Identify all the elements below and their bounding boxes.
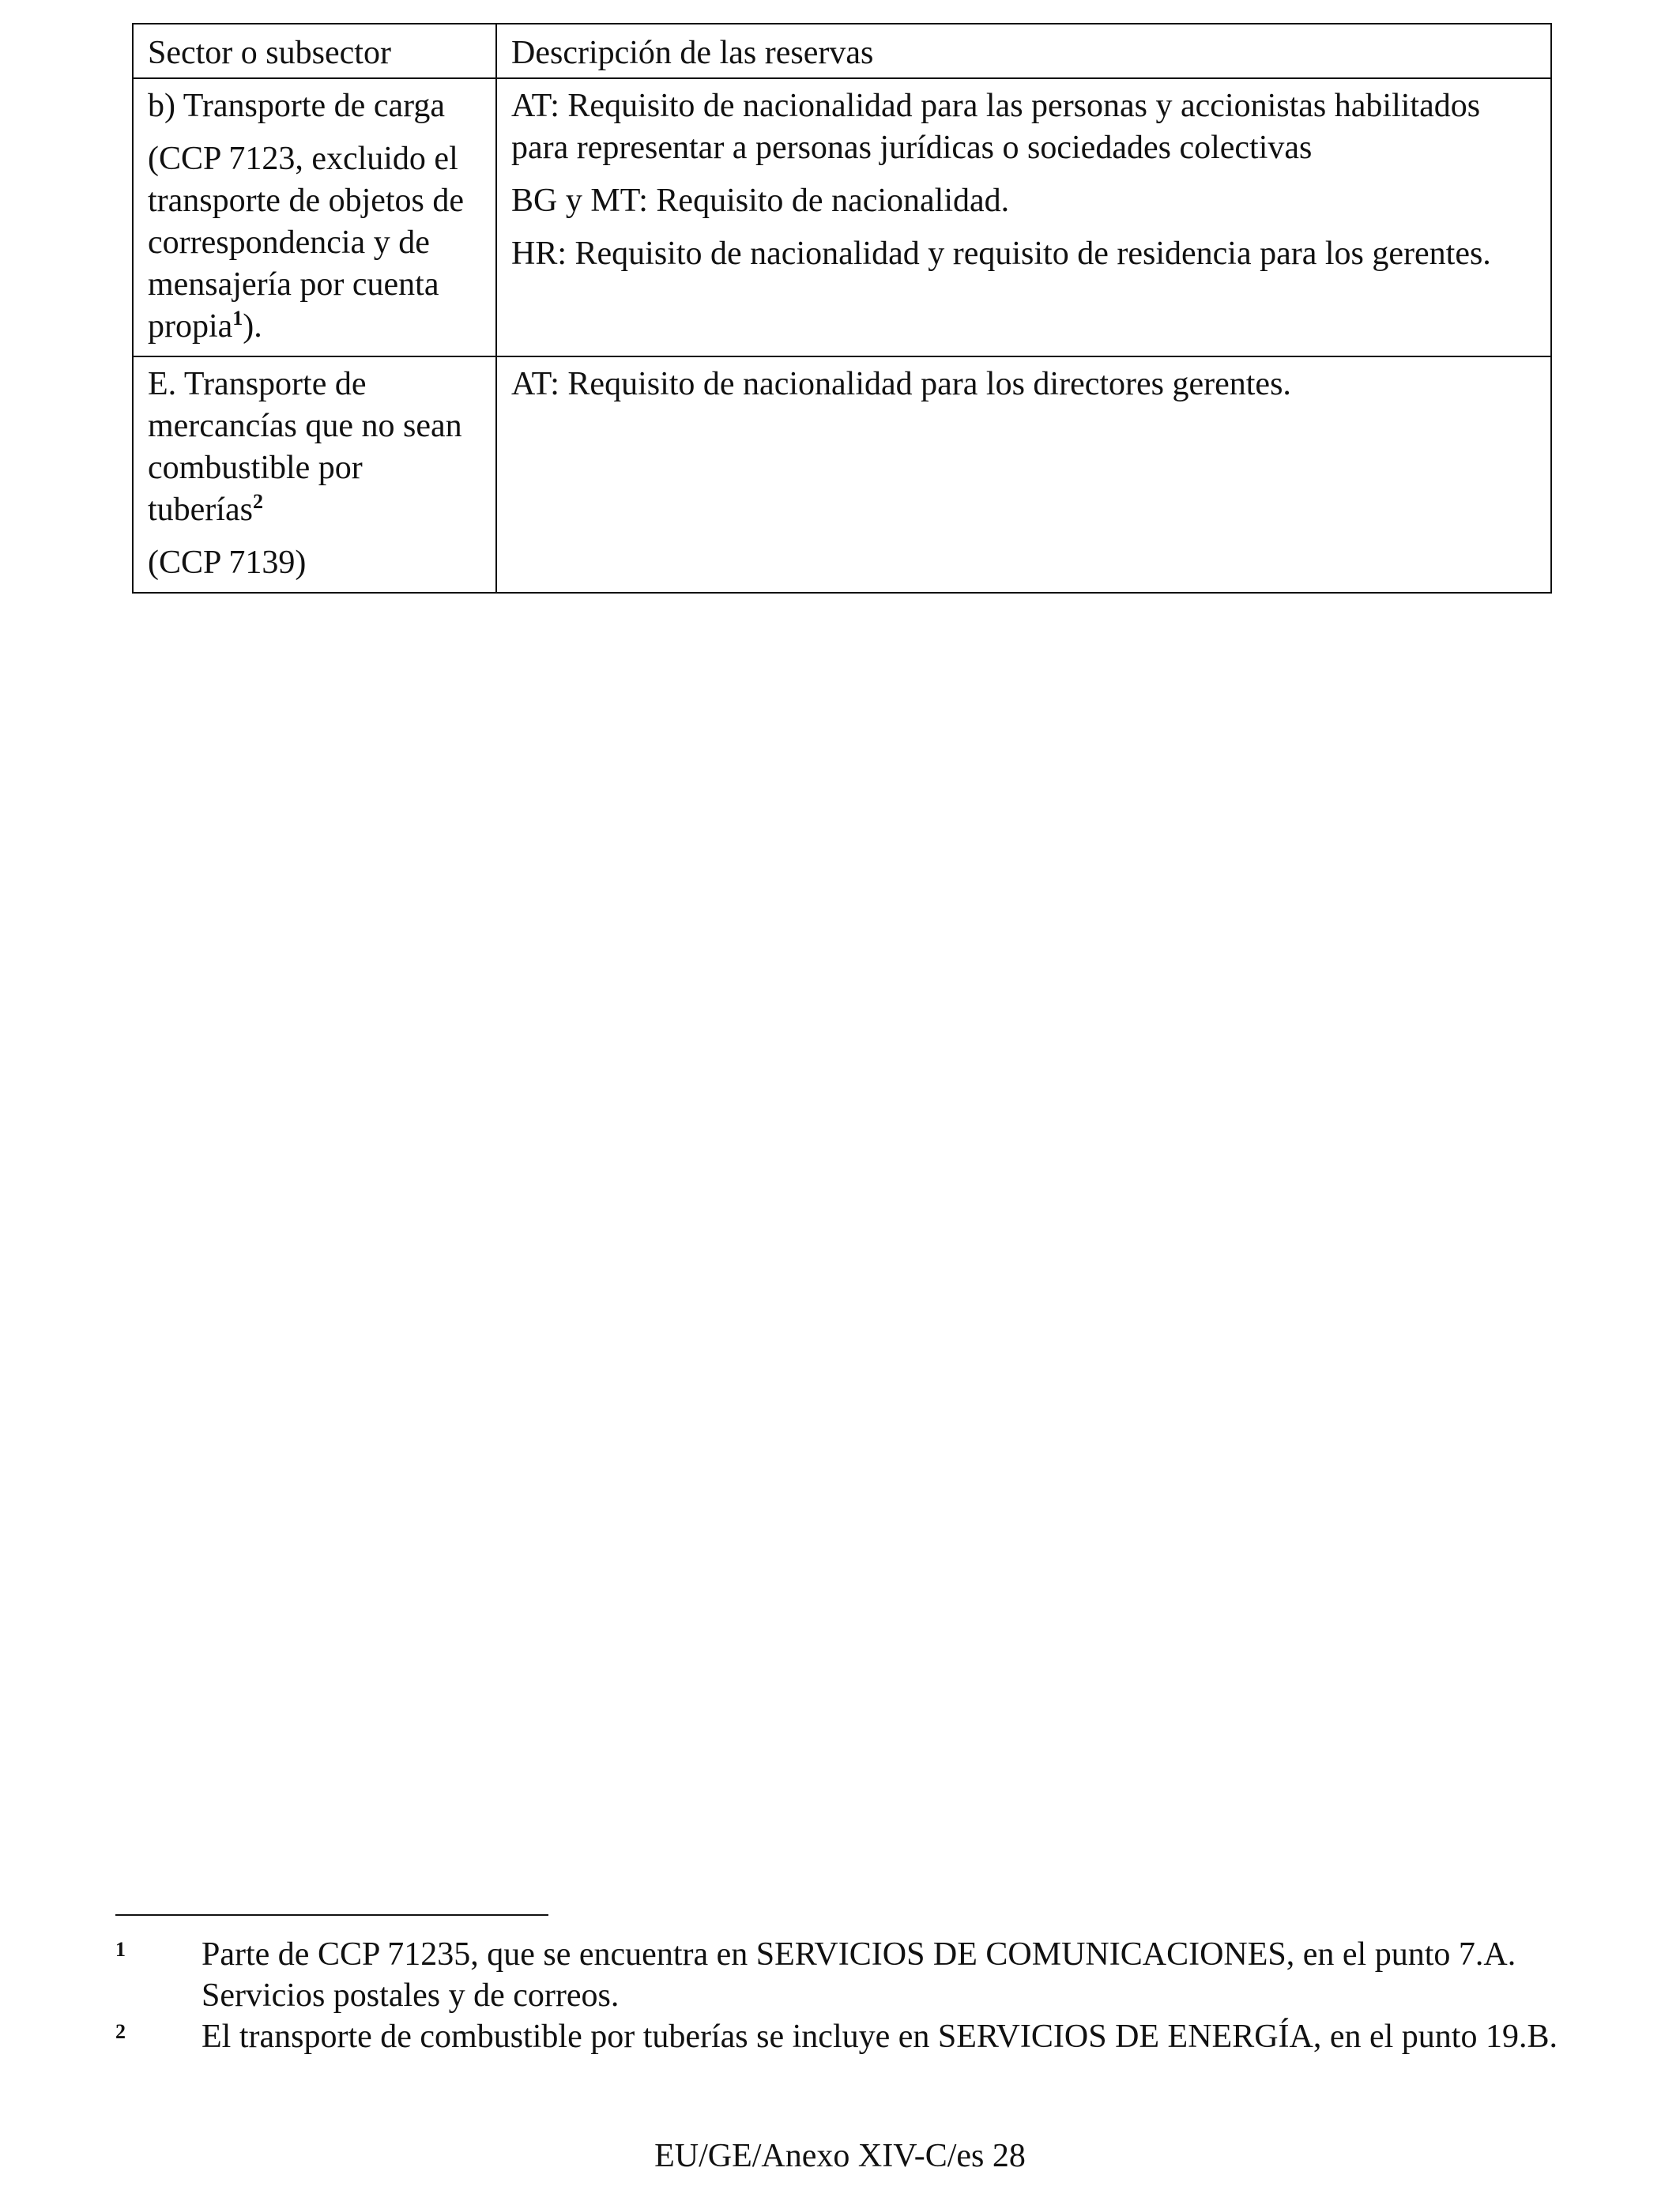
reservations-table xyxy=(132,23,1552,594)
table-header-row xyxy=(133,24,1551,78)
footnote-text: Parte de CCP 71235, que se encuentra en SERVICIOS DE COMUNICACIONES, en el punto 7.A. Servicios postales y de correos. xyxy=(202,1936,1516,2014)
footnotes xyxy=(115,1934,1561,2057)
sector-code xyxy=(148,138,481,348)
sector-code-suffix: ). xyxy=(243,308,262,345)
footnote-text: El transporte de combustible por tuberías se incluye en SERVICIOS DE ENERGÍA, en el punto 19.B. xyxy=(202,2019,1558,2055)
footnote-ref: 1 xyxy=(232,307,243,330)
description-paragraph: BG y MT: Requisito de nacionalidad. xyxy=(511,183,1010,219)
sector-cell xyxy=(133,356,496,593)
page-footer: EU/GE/Anexo XIV-C/es 28 xyxy=(654,2138,1026,2174)
sector-cell xyxy=(133,78,496,356)
description-paragraph: AT: Requisito de nacionalidad para los directores gerentes. xyxy=(511,366,1291,402)
footnote-number: 1 xyxy=(115,1938,126,1961)
header-description: Descripción de las reservas xyxy=(496,24,1551,78)
description-cell xyxy=(496,78,1551,356)
footnote xyxy=(115,1934,1561,2016)
sector-code-text: (CCP 7123, excluido el transporte de objetos de correspondencia y de mensajería por cuenta propia xyxy=(148,141,465,345)
table-row xyxy=(133,78,1551,356)
table-row xyxy=(133,356,1551,593)
sector-code: (CCP 7139) xyxy=(148,545,307,581)
description-paragraph: HR: Requisito de nacionalidad y requisito de residencia para los gerentes. xyxy=(511,236,1491,272)
sector-title xyxy=(148,364,481,531)
footnote-ref: 2 xyxy=(252,490,263,513)
footnote-separator xyxy=(115,1914,548,1916)
description-cell xyxy=(496,356,1551,593)
description-paragraph: AT: Requisito de nacionalidad para las personas y accionistas habilitados para representar a personas jurídicas o sociedades colectivas xyxy=(511,88,1481,166)
footnote xyxy=(115,2016,1561,2057)
sector-title: b) Transporte de carga xyxy=(148,88,445,124)
footnote-number: 2 xyxy=(115,2020,126,2043)
sector-title-text: E. Transporte de mercancías que no sean combustible por tuberías xyxy=(148,366,462,528)
header-sector: Sector o subsector xyxy=(133,24,496,78)
